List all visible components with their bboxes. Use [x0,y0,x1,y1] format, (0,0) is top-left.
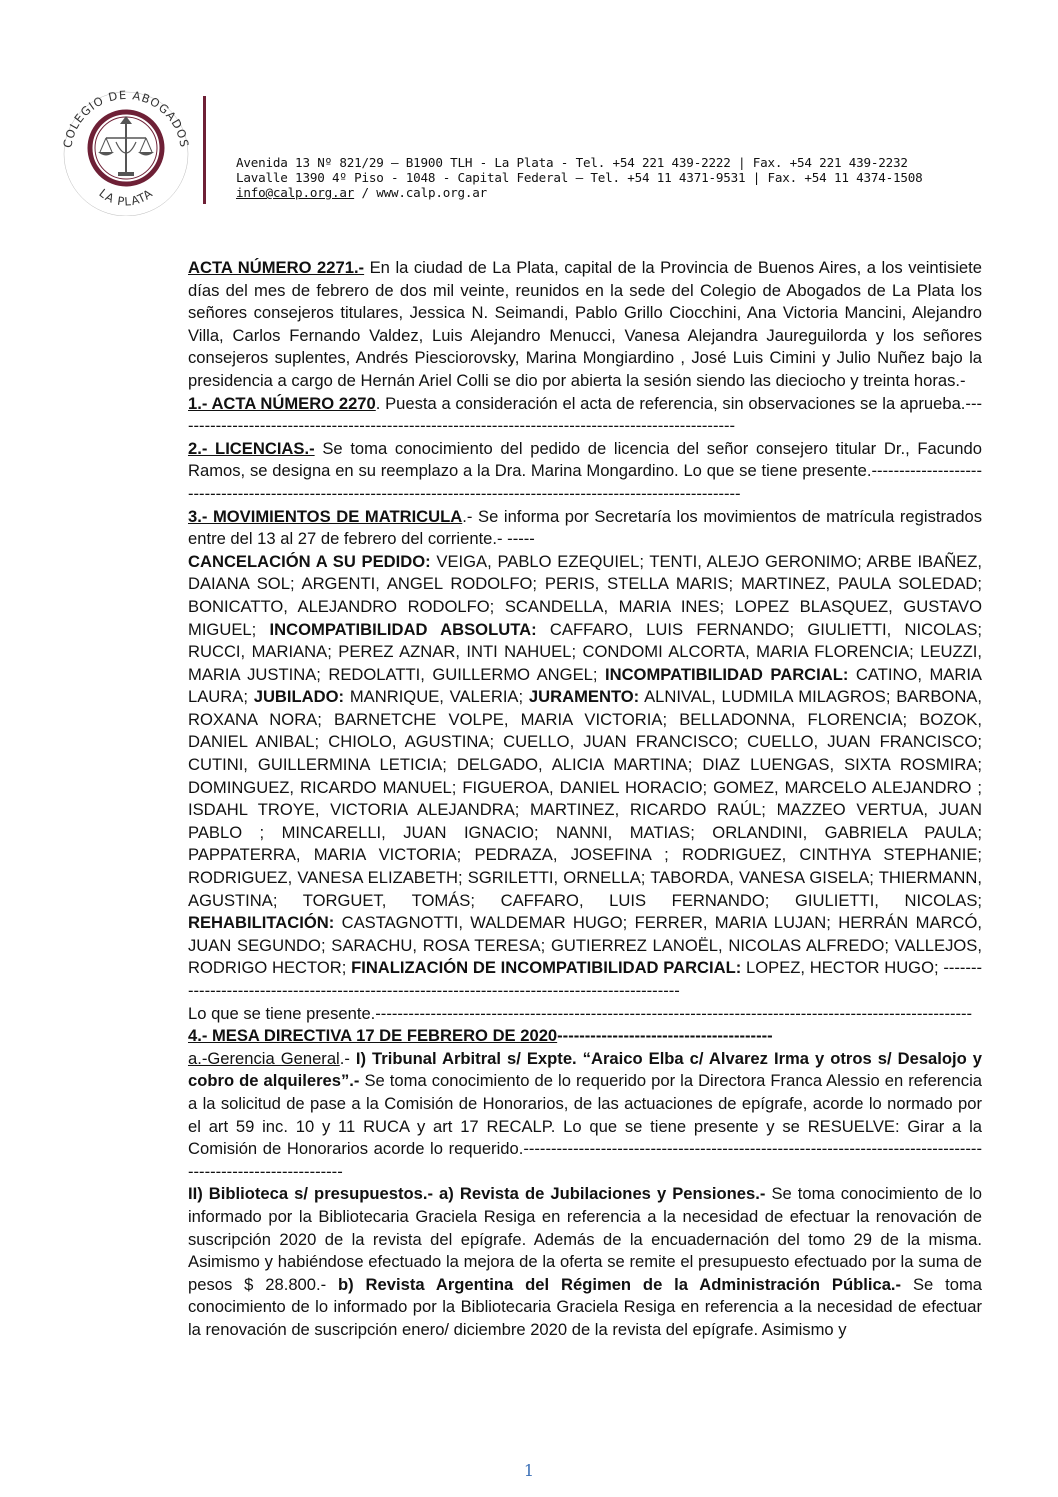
names-incompatibilidad-parcial: CATINO, MARIA LAURA; [188,664,982,707]
acta-intro-paragraph [188,257,982,393]
item-2-dashes: ------------------------------------------------------------------------------------------------------------------------ [188,461,982,503]
category-finalizacion: FINALIZACIÓN DE INCOMPATIBILIDAD PARCIAL: [351,958,742,978]
names-incompatibilidad-absoluta: CAFFARO, LUIS FERNANDO; GIULIETTI, NICOLAS; RUCCI, MARIANA; PEREZ AZNAR, INTI NAHUEL; CONDOMI ALCORTA, MARIA FLORENCIA; LEUZZI, MARIA JUSTINA; REDOLATTI, GUILLERMO ANGEL; [188,619,982,684]
item-2-text: Se toma conocimiento del pedido de licencia del señor consejero titular Dr., Facundo Ramos, se designa en su reemplazo a la Dra. Marina Mongardino. Lo que se tiene presente. [188,438,982,481]
category-cancelacion: CANCELACIÓN A SU PEDIDO: [188,551,431,571]
svg-text:COLEGIO DE ABOGADOS: COLEGIO DE ABOGADOS [60,87,192,149]
tribunal-arbitral-title: I) Tribunal Arbitral s/ Expte. “Araico Elba c/ Alvarez Irma y otros s/ Desalojo y cobro de alquileres”.- [188,1048,983,1091]
matricula-movements [188,551,982,1003]
closing-dashes: ------------------------------------------------------------------------------------------------------------ [375,1003,973,1023]
item-4-heading-line [188,1025,982,1048]
item-3-dashes: ------------------------------------------------------------------------------------------------ [188,958,982,1000]
gerencia-general-heading: a.-Gerencia General [188,1048,340,1068]
page-number: 1 [523,1461,535,1480]
names-finalizacion: LOPEZ, HECTOR HUGO; [741,958,944,978]
address-line-la-plata: Avenida 13 Nº 821/29 – B1900 TLH - La Plata - Tel. +54 221 439-2222 | Fax. +54 221 439-2232 [236,155,908,170]
website: / www.calp.org.ar [354,185,488,200]
gerencia-dash: .- [339,1048,356,1068]
email-link[interactable]: info@calp.org.ar [236,185,355,200]
colegio-de-abogados-logo [46,86,206,216]
biblioteca-text-1: Se toma conocimiento de lo informado por la Bibliotecaria Graciela Resiga en referencia a la necesidad de efectuar la renovación de suscripción 2020 de la revista del epígrafe. Además de la encuadernación del tomo 29 de la misma. Asimismo y habiéndose efectuado la mejora de la oferta se remite el presupuesto efectuado por la suma de pesos $ 28.800.- [188,1184,983,1294]
item-2-heading: 2.- LICENCIAS.- [188,438,315,458]
acta-intro-text: En la ciudad de La Plata, capital de la Provincia de Buenos Aires, a los veintisiete días del mes de febrero de dos mil veinte, reunidos en la sede del Colegio de Abogados de La Plata los señores consejeros titulares, Jessica N. Seimandi, Pablo Grillo Ciocchini, Ana Victoria Mancini, Alejandro Villa, Carlos Fernando Valdez, Luis Alejandro Menucci, Vanesa Alejandra Jaureguilorda y los señores consejeros suplentes, Andrés Piesciorovsky, Marina Mongiardino , José Luis Cimini y Julio Nuñez bajo la presidencia a cargo de Hernán Ariel Colli se dio por abierta la sesión siendo las dieciocho y treinta horas.- [188,258,982,390]
item-1-heading: 1.- ACTA NÚMERO 2270 [188,393,376,413]
item-4-heading-dashes: --------------------------------------- [557,1026,773,1046]
acta-body [188,257,982,1342]
names-jubilado: MANRIQUE, VALERIA; [344,687,529,707]
item-4b-paragraph [188,1183,982,1341]
item-4a-paragraph [188,1048,982,1184]
names-cancelacion: VEIGA, PABLO EZEQUIEL; TENTI, ALEJO GERONIMO; ARBE IBAÑEZ, DAIANA SOL; ARGENTI, ANGEL RODOLFO; PERIS, STELLA MARIS; MARTINEZ, PAULA SOLEDAD; BONICATTO, ALEJANDRO RODOLFO; SCANDELLA, MARIA INES; LOPEZ BLASQUEZ, GUSTAVO MIGUEL; [188,551,982,639]
item-3-paragraph [188,506,982,551]
tribunal-arbitral-text: Se toma conocimiento de lo requerido por la Directora Franca Alessio en referencia a la solicitud de pase a la Comisión de Honorarios, de las actuaciones de epígrafe, acorde lo normado por el art 59 inc. 10 y 11 RUCA y art 17 RECALP. Lo que se tiene presente y se RESUELVE: Girar a la Comisión de Honorarios acorde lo requerido. [188,1071,982,1159]
letterhead [236,155,923,200]
biblioteca-title: II) Biblioteca s/ presupuestos.- a) Revista de Jubilaciones y Pensiones.- [188,1184,766,1204]
svg-text:LA PLATA: LA PLATA [96,185,156,209]
category-incompatibilidad-absoluta: INCOMPATIBILIDAD ABSOLUTA: [269,619,537,639]
address-line-capital-federal: Lavalle 1390 4º Piso - 1048 - Capital Federal – Tel. +54 11 4371-9531 | Fax. +54 11 4374-1508 [236,170,923,185]
category-rehabilitacion: REHABILITACIÓN: [188,913,335,933]
acta-heading: ACTA NÚMERO 2271.- [188,258,365,277]
item-4-heading: 4.- MESA DIRECTIVA 17 DE FEBRERO DE 2020 [188,1026,558,1046]
closing-text: Lo que se tiene presente. [188,1003,376,1023]
item-1-text: . Puesta a consideración el acta de referencia, sin observaciones se la aprueba. [375,393,966,413]
names-juramento: ALNIVAL, LUDMILA MILAGROS; BARBONA, ROXANA NORA; BARNETCHE VOLPE, MARIA VICTORIA; BELLADONNA, FLORENCIA; BOZOK, DANIEL ANIBAL; CHIOLO, AGUSTINA; CUELLO, JUAN FRANCISCO; CUELLO, JUAN FRANCISCO; CUTINI, GUILLERMINA LETICIA; DELGADO, ALICIA MARTINA; DIAZ LUENGAS, SIXTA ROSMIRA; DOMINGUEZ, RICARDO MANUEL; FIGUEROA, DANIEL HORACIO; GOMEZ, MARCELO ALEJANDRO ; ISDAHL TROYE, VICTORIA ALEJANDRA; MARTINEZ, RICARDO RAÚL; MAZZEO VERTUA, JUAN PABLO ; MINCARELLI, JUAN IGNACIO; NANNI, MATIAS; ORLANDINI, GABRIELA PAULA; PAPPATERRA, MARIA VICTORIA; PEDRAZA, JOSEFINA ; RODRIGUEZ, CINTHYA STEPHANIE; RODRIGUEZ, VANESA ELIZABETH; SGRILETTI, ORNELLA; TABORDA, VANESA GISELA; THIERMANN, AGUSTINA; TORGUET, TOMÁS; CAFFARO, LUIS FERNANDO; GIULIETTI, NICOLAS; [188,687,982,910]
contact-line [236,185,923,200]
names-rehabilitacion: CASTAGNOTTI, WALDEMAR HUGO; FERRER, MARIA LUJAN; HERRÁN MARCÓ, JUAN SEGUNDO; SARACHU, ROSA TERESA; GUTIERREZ LANOËL, NICOLAS ALFREDO; VALLEJOS, RODRIGO HECTOR; [188,913,982,978]
item-4a-dashes: --------------------------------------------------------------------------------------------------------------- [188,1139,982,1181]
item-2-paragraph [188,438,982,506]
category-jubilado: JUBILADO: [253,687,345,707]
item-1-dashes: ------------------------------------------------------------------------------------------------------ [188,393,982,436]
biblioteca-text-2: Se toma conocimiento de lo informado por la Bibliotecaria Graciela Resiga en referencia a la necesidad de efectuar la renovación de suscripción enero/ diciembre 2020 de la revista del epígrafe. Asimismo y [188,1274,983,1339]
category-juramento: JURAMENTO: [528,687,640,707]
item-3-closing [188,1003,982,1026]
revista-argentina-title: b) Revista Argentina del Régimen de la Administración Pública.- [338,1274,902,1294]
header-divider [203,96,206,204]
item-1-paragraph [188,393,982,438]
item-3-text: .- Se informa por Secretaría los movimientos de matrícula registrados entre del 13 al 27 de febrero del corriente.- ----- [188,506,982,549]
category-incompatibilidad-parcial: INCOMPATIBILIDAD PARCIAL: [604,664,849,684]
item-3-heading: 3.- MOVIMIENTOS DE MATRICULA [188,506,463,526]
